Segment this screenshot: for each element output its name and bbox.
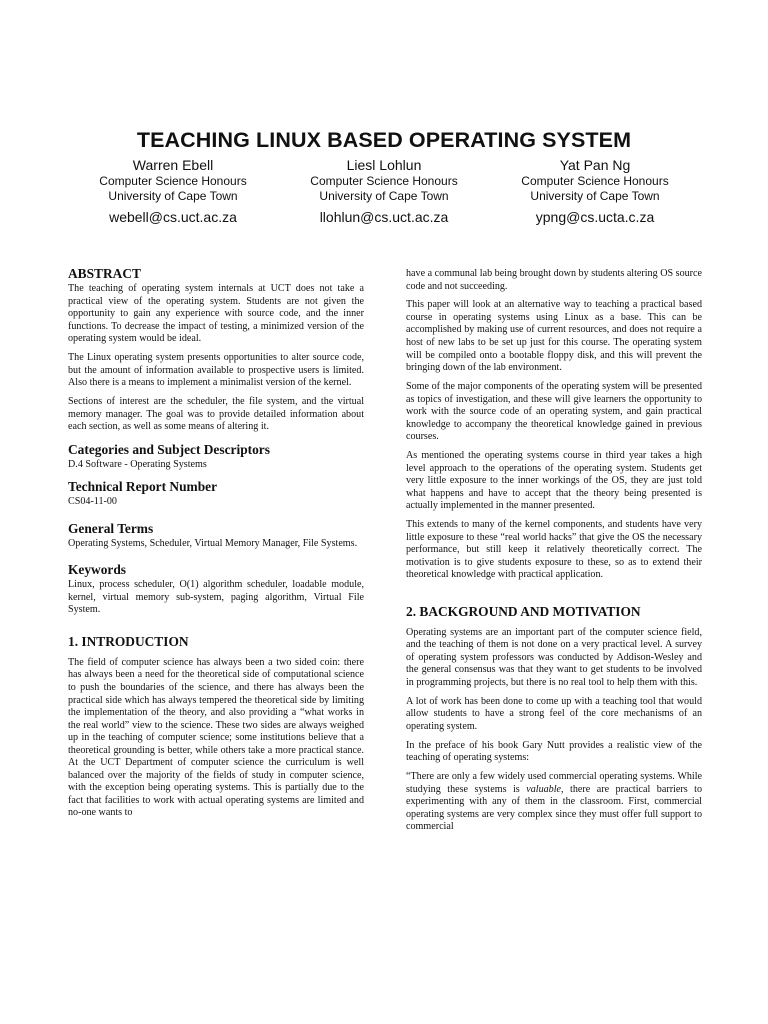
introduction-paragraph: Some of the major components of the operating system will be presented as topics of investigation, and these will give learners the opportunity to work with the source code of an operating system, and gain practical knowledge to accompany the theoretical knowledge gained in previous courses. [406, 380, 702, 443]
author-1 [68, 156, 278, 226]
author-email: webell@cs.uct.ac.za [109, 209, 237, 225]
quote-text: , there are practical barriers to experimenting with any of them in the classroom. First, commercial operating systems are very complex since they must offer full support to commercial [406, 783, 702, 833]
author-institution: University of Cape Town [108, 188, 238, 203]
author-affiliation: Computer Science Honours [521, 174, 669, 188]
introduction-paragraph: This extends to many of the kernel components, and students have very little exposure to these “real world hacks” that give the OS the necessary performance, but still keep it relatively theoretically correct. The motivation is to give students exposure to these, so as to extend their theoretical knowledge with practical application. [406, 519, 702, 581]
right-column [406, 268, 702, 840]
introduction-paragraph: This paper will look at an alternative way to teaching a practical based course in operating systems using Linux as a base. This can be accomplished by making use of current resources, and does not require a host of new labs to be set up just for this course. The operating system will be compiled onto a bootable floppy disk, and this will prevent the bringing down of the lab environment. [406, 299, 702, 374]
abstract-paragraph: The Linux operating system presents opportunities to alter source code, but the amount of information available to prospective users is limited. Also there is a means to implement a minimalist version of the kernel. [68, 352, 364, 389]
report-number-text: CS04-11-00 [68, 496, 117, 508]
author-name: Yat Pan Ng [559, 157, 631, 173]
background-paragraph: A lot of work has been done to come up with a teaching tool that would allow students to have a strong feel of the core mechanisms of an operating system. [406, 695, 702, 732]
categories-heading: Categories and Subject Descriptors [68, 441, 270, 457]
author-email: llohlun@cs.uct.ac.za [319, 209, 449, 225]
quote-text: “There are only a few widely used commercial operating systems. While studying these systems is [406, 771, 702, 795]
left-column [68, 266, 364, 826]
quote-emphasis: valuable [526, 783, 562, 795]
introduction-paragraph: have a communal lab being brought down by students altering OS source code and not succeeding. [406, 268, 702, 292]
author-block [68, 156, 700, 226]
author-affiliation: Computer Science Honours [310, 174, 458, 188]
author-2 [279, 156, 489, 226]
introduction-paragraph: As mentioned the operating systems course in third year takes a high level approach to the operations of the operating system. Students get very little exposure to the inner workings of the OS, they are just told what happens and have to accept that the theory being presented is actually implemented in the manner presented. [406, 450, 702, 512]
nutt-quote [406, 771, 702, 834]
author-3 [490, 156, 700, 226]
author-institution: University of Cape Town [530, 188, 660, 203]
general-terms-text: Operating Systems, Scheduler, Virtual Memory Manager, File Systems. [68, 537, 358, 549]
keywords-text: Linux, process scheduler, O(1) algorithm scheduler, loadable module, kernel, virtual memory sub-system, paging algorithm, Virtual File System. [68, 579, 364, 616]
author-name: Liesl Lohlun [346, 157, 422, 173]
abstract-paragraph: The teaching of operating system internals at UCT does not take a practical view of the operating system. Students are not given the opportunity to gain any experience with source code, and the inner functions. To decrease the impact of testing, a minimized version of the operating system would be ideal. [68, 283, 364, 345]
abstract-heading: ABSTRACT [68, 266, 141, 281]
author-email: ypng@cs.ucta.c.za [535, 209, 655, 225]
author-institution: University of Cape Town [319, 188, 449, 203]
categories-text: D.4 Software - Operating Systems [68, 458, 207, 470]
keywords-heading: Keywords [68, 562, 127, 578]
introduction-paragraph: The field of computer science has always been a two sided coin: there has always been a need for the theoretical side of computational science to push the boundaries of the science, and there has always been the practical side which has always tempered the theoretical side by limiting the implementation of the theory, and also providing a “what works in the real world” view to the science. These two sides are always weighed up in the teaching of computer science; some institutions believe that a theoretical grounding is better, while others take a more practical stance. At the UCT Department of computer science the curriculum is well balanced over the majority of the fields of study in computer science, with the exception being operating systems. This is partially due to the fact that facilities to work with actual operating systems are limited and no-one wants to [68, 656, 364, 819]
author-affiliation: Computer Science Honours [99, 174, 247, 188]
author-name: Warren Ebell [132, 157, 214, 173]
background-heading: 2. BACKGROUND AND MOTIVATION [406, 603, 641, 619]
report-number-heading: Technical Report Number [68, 479, 218, 495]
general-terms-heading: General Terms [68, 520, 154, 536]
background-paragraph: Operating systems are an important part of the computer science field, and the teaching of them is not done on a very practical level. A survey of operating system professors was conducted by Addison-Wesley and the general consensus was that they want to get students to be involved in programming projects, but there is no real tool to help them with this. [406, 626, 702, 688]
background-paragraph: In the preface of his book Gary Nutt provides a realistic view of the teaching of operating systems: [406, 739, 702, 764]
introduction-heading: 1. INTRODUCTION [68, 633, 189, 649]
abstract-paragraph: Sections of interest are the scheduler, the file system, and the virtual memory manager. The goal was to provide detailed information about each section, as well as some means of altering it. [68, 395, 364, 433]
paper-title: TEACHING LINUX BASED OPERATING SYSTEM [136, 128, 632, 152]
